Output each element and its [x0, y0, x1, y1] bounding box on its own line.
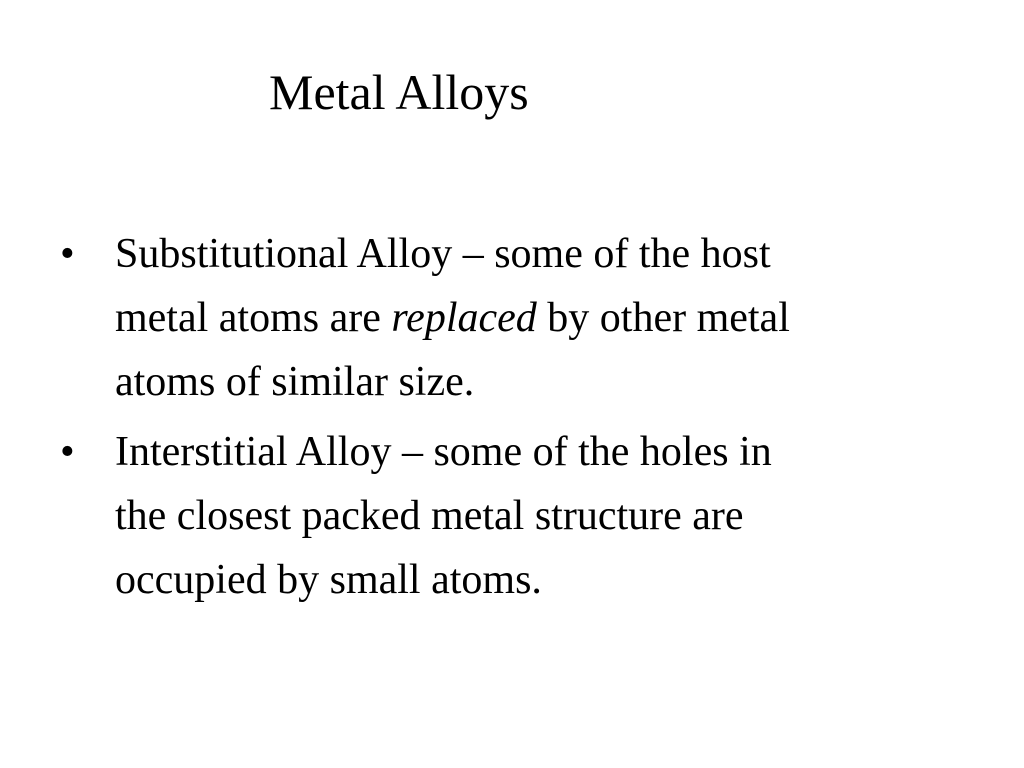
bullet-item-substitutional — [60, 222, 960, 414]
text-run: by other metal — [536, 295, 790, 341]
emphasized-text: replaced — [391, 295, 537, 341]
text-run: Substitutional Alloy – some of the host — [115, 231, 771, 277]
bullet-text-line — [115, 420, 960, 484]
bullet-item-interstitial — [60, 420, 960, 612]
bullet-text-line — [115, 286, 960, 350]
bullet-text-line — [115, 222, 960, 286]
bullet-icon: • — [60, 429, 75, 475]
bullet-icon: • — [60, 231, 75, 277]
bullet-text-line — [115, 350, 960, 414]
bullet-list — [60, 222, 960, 612]
text-run: Interstitial Alloy – some of the holes in — [115, 429, 772, 475]
bullet-text-line — [115, 484, 960, 548]
text-run: occupied by small atoms. — [115, 557, 542, 603]
text-run: metal atoms are — [115, 295, 392, 341]
bullet-text-line — [115, 548, 960, 612]
text-run: the closest packed metal structure are — [115, 493, 744, 539]
text-run: atoms of similar size. — [115, 359, 475, 405]
slide-title: Metal Alloys — [269, 64, 529, 120]
